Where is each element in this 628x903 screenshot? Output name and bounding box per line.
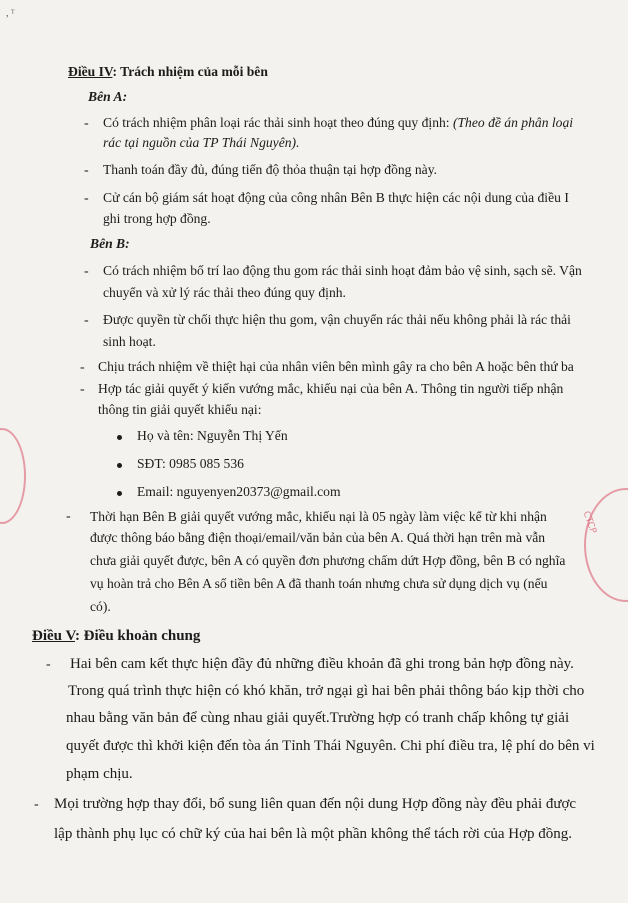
general-item-1-line-5: phạm chịu. xyxy=(66,766,133,782)
deadline-line-3: chưa giải quyết được, bên A có quyền đơn phương chấm dứt Hợp đồng, bên B có nghĩa xyxy=(90,553,566,568)
corner-mark: , ᵀ xyxy=(6,8,15,19)
article-4-title: : Trách nhiệm của mỗi bên xyxy=(112,64,268,79)
stamp-text: CTCP xyxy=(580,510,598,536)
party-a-item-3-line-2: ghi trong hợp đồng. xyxy=(103,211,211,226)
deadline-line-5: có). xyxy=(90,599,111,614)
dash-marker: - xyxy=(84,116,89,131)
bullet-dot xyxy=(117,435,122,440)
party-b-item-3: Chịu trách nhiệm về thiệt hại của nhân viên bên mình gây ra cho bên A hoặc bên thứ ba xyxy=(98,359,574,374)
party-a-item-2: Thanh toán đầy đủ, đúng tiến độ thỏa thuận tại hợp đồng này. xyxy=(103,162,438,177)
article-5-heading xyxy=(32,627,200,645)
general-item-1-line-4: quyết được thì khởi kiện đến tòa án Tỉnh Thái Nguyên. Chi phí điều tra, lệ phí do bên vi xyxy=(66,738,595,754)
party-a-item-3-line-1: Cử cán bộ giám sát hoạt động của công nhân Bên B thực hiện các nội dung của điều I xyxy=(103,190,569,205)
general-item-1-line-1: Hai bên cam kết thực hiện đầy đủ những điều khoản đã ghi trong bản hợp đồng này. xyxy=(70,656,574,672)
dash-marker: - xyxy=(84,163,89,178)
bullet-dot xyxy=(117,491,122,496)
general-item-1-line-3: nhau bằng văn bản để cùng nhau giải quyết.Trường hợp có tranh chấp không tự giải xyxy=(66,710,570,726)
dash-marker: - xyxy=(80,382,85,397)
party-b-item-1-line-2: chuyển và xử lý rác thải theo đúng quy định. xyxy=(103,285,346,300)
party-b-label: Bên B: xyxy=(90,236,130,251)
bullet-dot xyxy=(117,463,122,468)
contact-phone: SĐT: 0985 085 536 xyxy=(137,456,244,471)
contact-name: Họ và tên: Nguyễn Thị Yến xyxy=(137,428,288,443)
party-b-item-4-line-1: Hợp tác giải quyết ý kiến vướng mắc, khiếu nại của bên A. Thông tin người tiếp nhận xyxy=(98,381,564,396)
article-5-label: Điều V xyxy=(32,628,75,644)
article-4-heading xyxy=(68,64,268,80)
general-item-2-line-1: Mọi trường hợp thay đổi, bổ sung liên quan đến nội dung Hợp đồng này đều phải được xyxy=(54,796,577,812)
stamp-seal-left xyxy=(0,428,26,524)
article-5-title: : Điều khoản chung xyxy=(74,628,201,644)
party-b-item-2-line-1: Được quyền từ chối thực hiện thu gom, vận chuyển rác thải nếu không phải là rác thải xyxy=(103,312,571,327)
party-b-item-1-line-1: Có trách nhiệm bố trí lao động thu gom rác thải sinh hoạt đảm bảo vệ sinh, sạch sẽ. Vận xyxy=(103,263,582,278)
party-a-item-1-line-2: rác tại nguồn của TP Thái Nguyên). xyxy=(103,135,300,150)
deadline-line-2: được thông báo bằng điện thoại/email/văn bản của bên A. Quá thời hạn trên mà vẫn xyxy=(90,530,546,545)
stamp-seal-right xyxy=(584,488,628,602)
party-a-label: Bên A: xyxy=(88,89,128,104)
general-item-1-line-2: Trong quá trình thực hiện có khó khăn, trở ngại gì hai bên phải thông báo kịp thời cho xyxy=(68,683,585,699)
deadline-line-1: Thời hạn Bên B giải quyết vướng mắc, khiếu nại là 05 ngày làm việc kể từ khi nhận xyxy=(90,509,547,524)
dash-marker: - xyxy=(80,360,85,375)
dash-marker: - xyxy=(84,313,89,328)
dash-marker: - xyxy=(84,264,89,279)
general-item-2-line-2: lập thành phụ lục có chữ ký của hai bên là một phần không thể tách rời của Hợp đồng. xyxy=(54,826,573,842)
party-b-item-4-line-2: thông tin giải quyết khiếu nại: xyxy=(98,402,262,417)
party-a-item-1-line-1: Có trách nhiệm phân loại rác thải sinh hoạt theo đúng quy định: (Theo đề án phân loại xyxy=(103,115,574,130)
dash-marker: - xyxy=(66,509,71,524)
dash-marker: - xyxy=(46,657,51,672)
deadline-line-4: vụ hoàn trả cho Bên A số tiền bên A đã thanh toán nhưng chưa sử dụng dịch vụ (nếu xyxy=(90,576,548,591)
contact-email: Email: nguyenyen20373@gmail.com xyxy=(137,484,341,499)
dash-marker: - xyxy=(34,797,39,812)
article-4-label: Điều IV xyxy=(68,64,113,79)
party-b-item-2-line-2: sinh hoạt. xyxy=(103,334,156,349)
dash-marker: - xyxy=(84,191,89,206)
